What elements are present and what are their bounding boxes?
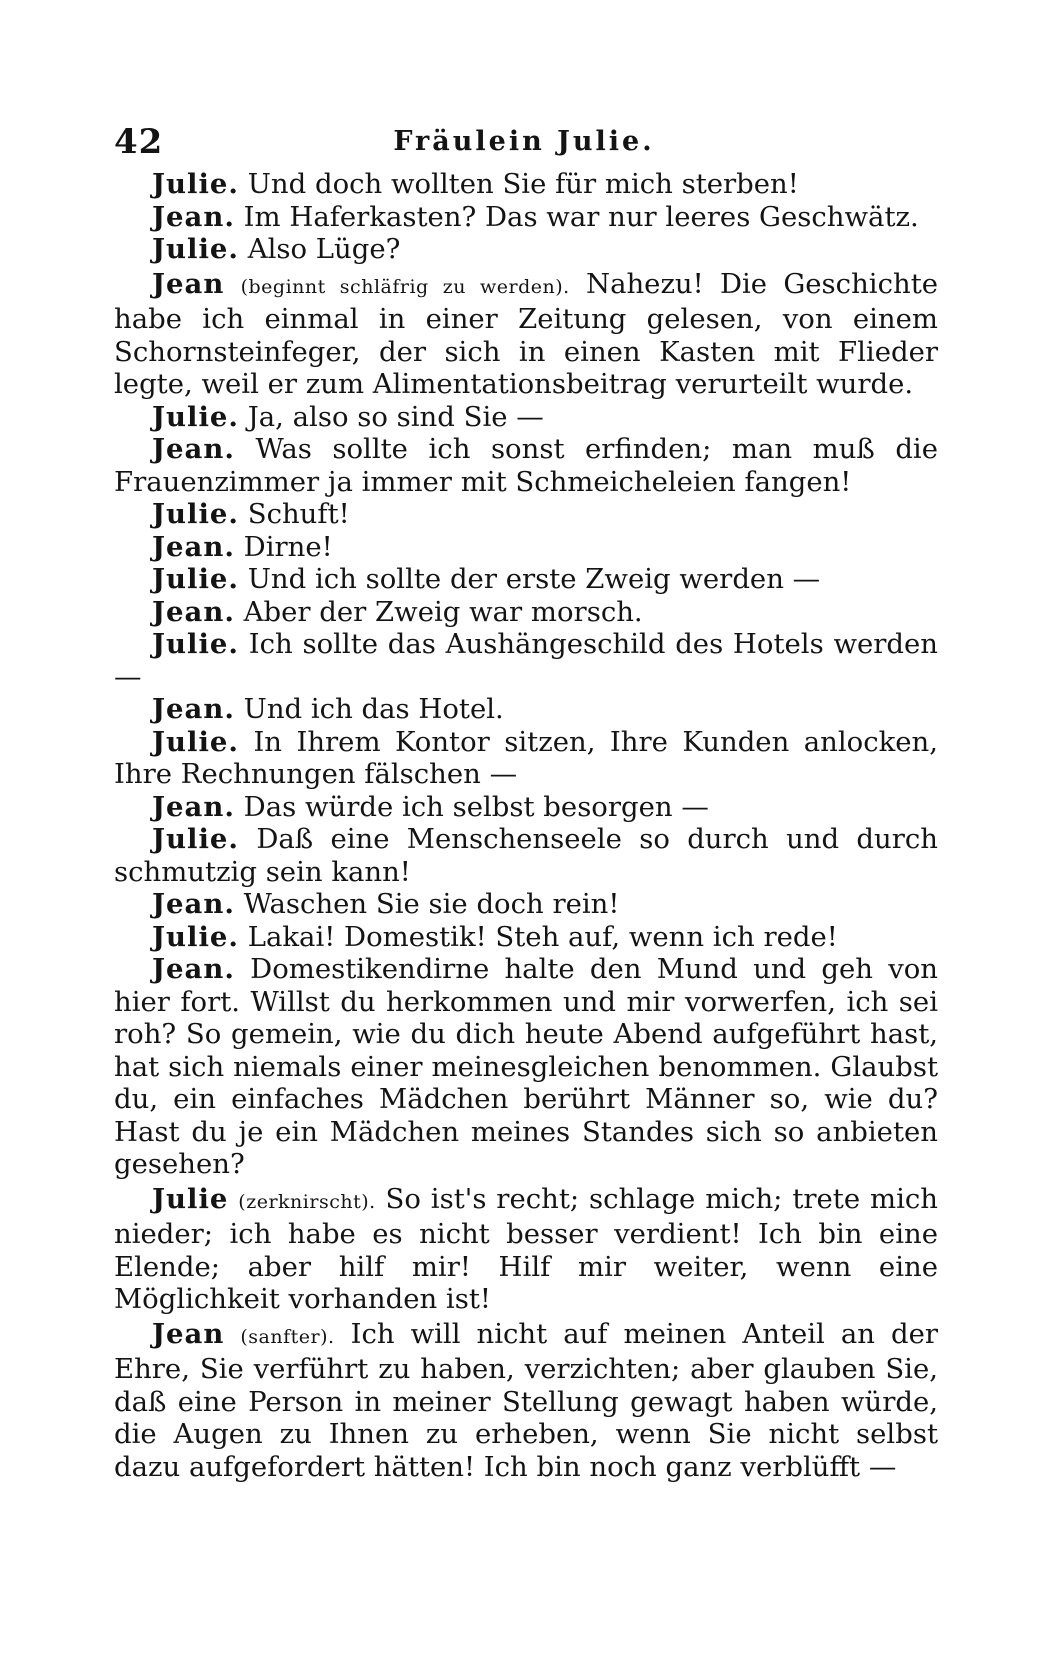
speech-paragraph [114, 433, 938, 498]
speaker-name: Julie. [152, 725, 239, 758]
speech-text: Ja, also so sind Sie — [247, 400, 544, 433]
page-number: 42 [114, 122, 164, 162]
speech-text: Was sollte ich sonst erfinden; man muß die Frauenzimmer ja immer mit Schmeicheleien fangen! [114, 433, 938, 498]
speech-text: In Ihrem Kontor sitzen, Ihre Kunden anlocken, Ihre Rechnungen fälschen — [114, 725, 938, 790]
speaker-name: Jean. [152, 200, 235, 233]
dialogue-text [114, 168, 938, 1483]
speaker-name: Julie. [152, 563, 239, 595]
speech-paragraph [114, 726, 938, 791]
running-title: Fräulein Julie. [393, 126, 655, 157]
speaker-name: Jean. [152, 888, 235, 920]
speaker-name: Julie. [152, 920, 239, 953]
stage-direction: (zerknirscht). [238, 1190, 376, 1213]
speech-paragraph [114, 628, 938, 693]
speech-text: Dirne! [243, 530, 333, 563]
speaker-name: Julie. [152, 233, 239, 265]
speaker-name: Jean [152, 1317, 225, 1350]
speech-text: So ist's recht; schlage mich; trete mich nieder; ich habe es nicht besser verdient! Ich bin eine Elende; aber hilf mir! Hilf mir weiter, wenn eine Möglichkeit vorhanden ist! [114, 1182, 938, 1315]
speech-paragraph [114, 1318, 938, 1484]
speaker-name: Jean. [152, 433, 235, 465]
speech-text: Waschen Sie sie doch rein! [243, 888, 620, 920]
speech-text: Ich will nicht auf meinen Anteil an der Ehre, Sie verführt zu haben, verzichten; aber glauben Sie, daß eine Person in meiner Stellung gewagt haben würde, die Augen zu Ihnen zu erheben, wenn Sie nicht selbst dazu aufgefordert hätten! Ich bin noch ganz verblüfft — [114, 1317, 939, 1483]
speaker-name: Jean. [152, 595, 235, 628]
page-header [114, 122, 934, 166]
speech-paragraph [114, 1183, 938, 1316]
speech-paragraph [114, 401, 938, 434]
speech-text: Aber der Zweig war morsch. [243, 595, 643, 628]
speech-paragraph [114, 953, 938, 1181]
stage-direction: (sanfter). [240, 1325, 335, 1348]
speaker-name: Julie. [152, 628, 239, 660]
speech-paragraph [114, 531, 938, 564]
speech-text: Und ich sollte der erste Zweig werden — [247, 563, 821, 595]
speech-text: Domestikendirne halte den Mund und geh von hier fort. Willst du herkommen und mir vorwerfen, ich sei roh? So gemein, wie du dich heute Abend aufgeführt hast, hat sich niemals einer meinesgleichen benommen. Glaubst du, ein einfaches Mädchen berührt Männer so, wie du? Hast du je ein Mädchen meines Standes sich so anbieten gesehen? [114, 953, 938, 1180]
speech-text: Ich sollte das Aushängeschild des Hotels werden — [114, 628, 938, 693]
speech-paragraph [114, 168, 938, 201]
speech-text: Also Lüge? [247, 233, 401, 265]
speaker-name: Jean. [152, 953, 235, 985]
speaker-name: Julie. [152, 823, 239, 855]
speech-paragraph [114, 201, 938, 234]
speaker-name: Jean. [152, 790, 235, 823]
speaker-name: Jean. [152, 530, 235, 563]
speech-text: Im Haferkasten? Das war nur leeres Geschwätz. [243, 200, 919, 233]
speech-text: Daß eine Menschenseele so durch und durch schmutzig sein kann! [114, 823, 938, 888]
speech-paragraph [114, 498, 938, 531]
speaker-name: Julie [152, 1182, 229, 1215]
speaker-name: Julie. [152, 168, 239, 200]
speech-paragraph [114, 823, 938, 888]
speech-text: Das würde ich selbst besorgen — [243, 790, 709, 823]
speaker-name: Julie. [152, 400, 239, 433]
speech-paragraph [114, 563, 938, 596]
speech-paragraph [114, 791, 938, 824]
speaker-name: Jean [152, 267, 225, 300]
speaker-name: Julie. [152, 498, 239, 530]
speech-text: Nahezu! Die Geschichte habe ich einmal in einer Zeitung gelesen, von einem Schornsteinfeger, der sich in einen Kasten mit Flieder legte, weil er zum Alimentationsbeitrag verurteilt wurde. [114, 267, 939, 400]
speech-paragraph [114, 921, 938, 954]
speech-paragraph [114, 888, 938, 921]
speech-paragraph [114, 268, 938, 401]
speaker-name: Jean. [152, 693, 235, 725]
speech-paragraph [114, 233, 938, 266]
speech-text: Lakai! Domestik! Steh auf, wenn ich rede! [247, 920, 838, 953]
speech-text: Und doch wollten Sie für mich sterben! [247, 168, 799, 200]
speech-paragraph [114, 596, 938, 629]
speech-paragraph [114, 693, 938, 726]
speech-text: Und ich das Hotel. [243, 693, 504, 725]
stage-direction: (beginnt schläfrig zu werden). [240, 275, 570, 298]
speech-text: Schuft! [247, 498, 350, 530]
